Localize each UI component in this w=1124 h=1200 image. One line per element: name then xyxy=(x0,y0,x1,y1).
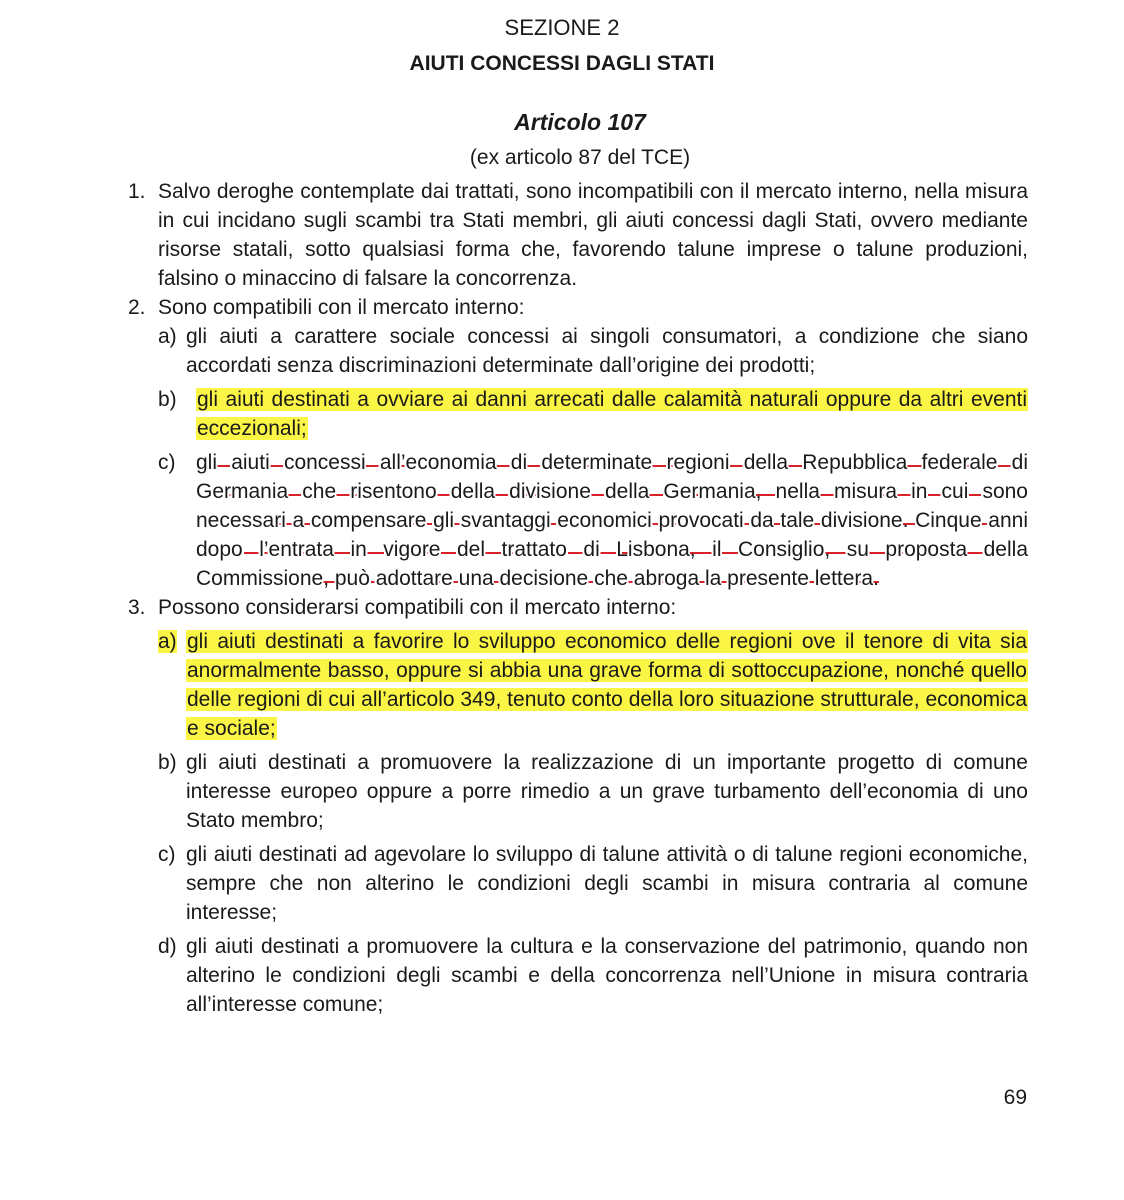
paragraph-number: 1. xyxy=(128,180,146,203)
paragraph-3-item-a xyxy=(158,627,1028,743)
article-subtitle: (ex articolo 87 del TCE) xyxy=(469,146,691,169)
item-letter: d) xyxy=(158,935,177,958)
paragraph-1 xyxy=(128,177,1028,293)
item-text: gli aiuti a carattere sociale concessi ai singoli consumatori, a condizione che siano accordati senza discriminazioni determinate dall’origine dei prodotti; xyxy=(186,325,1028,377)
page-number: 69 xyxy=(1003,1086,1027,1109)
paragraph-text: Sono compatibili con il mercato interno: xyxy=(158,296,525,319)
item-letter: c) xyxy=(158,451,176,474)
item-letter: b) xyxy=(158,751,177,774)
item-text: gli aiuti destinati ad agevolare lo sviluppo di talune attività o di talune regioni economiche, sempre che non alterino le condizioni degli scambi in misura contraria al comune interesse; xyxy=(186,843,1028,924)
item-letter: c) xyxy=(158,843,176,866)
item-text: gli aiuti destinati a promuovere la cultura e la conservazione del patrimonio, quando non alterino le condizioni degli scambi e della concorrenza nell’Unione in misura contraria all’interesse comune; xyxy=(186,935,1028,1016)
paragraph-3-item-c xyxy=(158,840,1028,927)
item-letter: a) xyxy=(158,325,177,348)
paragraph-number: 3. xyxy=(128,596,146,619)
item-text: gli aiuti destinati a promuovere la realizzazione di un importante progetto di comune interesse europeo oppure a porre rimedio a un grave turbamento dell’economia di uno Stato membro; xyxy=(186,751,1028,832)
paragraph-2-item-b xyxy=(158,385,1028,443)
paragraph-3 xyxy=(128,593,1028,622)
section-number: SEZIONE 2 xyxy=(504,15,620,40)
article-title: Articolo 107 xyxy=(514,109,646,135)
paragraph-text: Salvo deroghe contemplate dai trattati, sono incompatibili con il mercato interno, nella misura in cui incidano sugli scambi tra Stati membri, gli aiuti concessi dagli Stati, ovvero mediante risorse statali, sotto qualsiasi forma che, favorendo talune imprese o talune produzioni, falsino o minaccino di falsare la concorrenza. xyxy=(158,180,1028,290)
item-letter: a) xyxy=(158,630,177,653)
paragraph-3-item-b xyxy=(158,748,1028,835)
paragraph-2-item-a xyxy=(158,322,1028,380)
highlighted-text: gli aiuti destinati a favorire lo sviluppo economico delle regioni ove il tenore di vita sia anormalmente basso, oppure si abbia una grave forma di sottoccupazione, nonché quello delle regioni di cui all’articolo 349, tenuto conto della loro situazione strutturale, economica e sociale; xyxy=(187,630,1027,740)
section-title: AIUTI CONCESSI DAGLI STATI xyxy=(409,52,715,75)
paragraph-number: 2. xyxy=(128,296,146,319)
item-letter: b) xyxy=(158,388,177,411)
paragraph-2-item-c xyxy=(158,448,1028,593)
paragraph-text: Possono considerarsi compatibili con il mercato interno: xyxy=(158,596,677,619)
paragraph-3-item-d xyxy=(158,932,1028,1019)
highlighted-text: gli aiuti destinati a ovviare ai danni arrecati dalle calamità naturali oppure da altri eventi eccezionali; xyxy=(197,388,1027,440)
struck-text: gli aiuti concessi all’economia di determinate regioni della Repubblica federale di Germania che risentono della divisione della Germania, nella misura in cui sono necessari a compensare gli svantaggi economici provocati da tale divisione. Cinque anni dopo l’entrata in vigore del trattato di Lisbona, il Consiglio, su proposta della Commissione, può adottare una decisione che abroga la presente lettera. xyxy=(196,451,1028,590)
paragraph-2 xyxy=(128,293,1028,322)
article-body xyxy=(128,177,1028,1019)
